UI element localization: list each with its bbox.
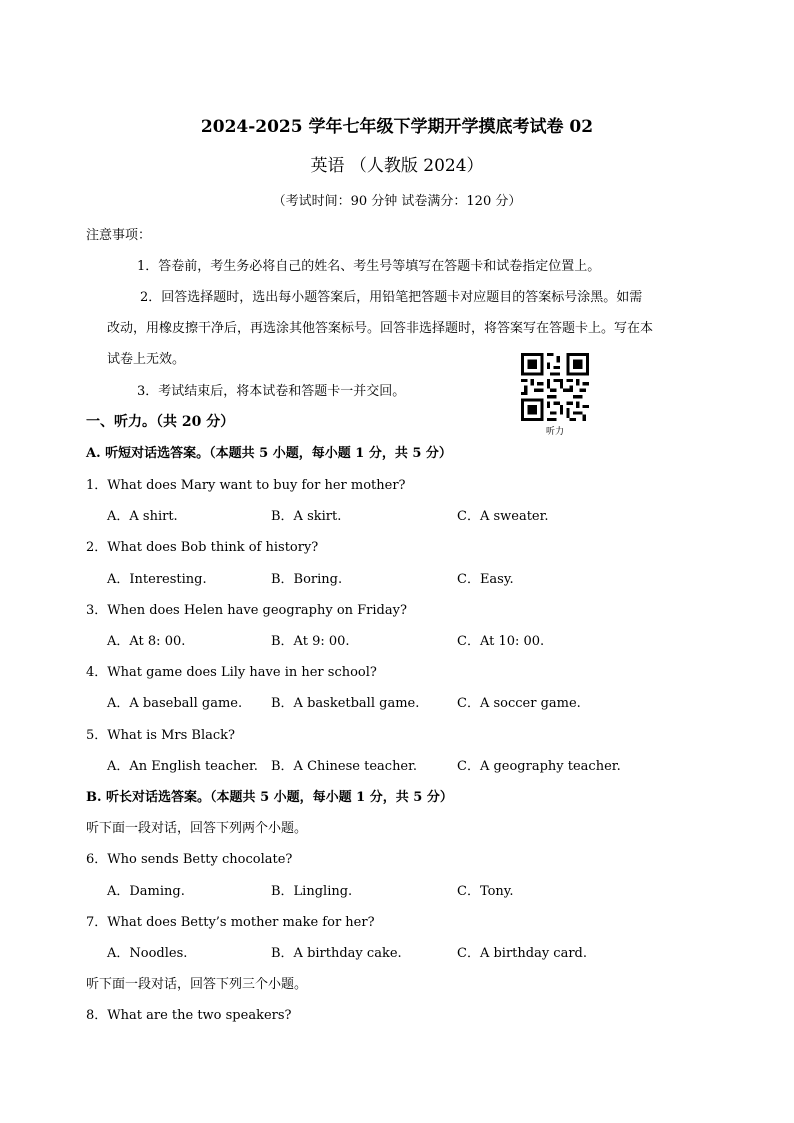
question-stem: 6．Who sends Betty chocolate?: [86, 852, 293, 867]
option-c[interactable]: C．At 10: 00.: [457, 634, 545, 649]
option-b[interactable]: B．A basketball game.: [271, 696, 420, 711]
section-listening-heading: 一、听力。（共 20 分）: [86, 414, 235, 430]
note-item-1: 1．答卷前，考生务必将自己的姓名、考生号等填写在答题卡和试卷指定位置上。: [137, 259, 601, 274]
option-a[interactable]: A．Daming.: [107, 884, 185, 899]
note-item-2-line3: 试卷上无效。: [107, 352, 186, 367]
option-a[interactable]: A．Interesting.: [107, 572, 207, 587]
exam-info: （考试时间：90 分钟 试卷满分：120 分）: [272, 194, 522, 209]
question-stem: 1．What does Mary want to buy for her mother?: [86, 478, 406, 493]
option-c[interactable]: C．A soccer game.: [457, 696, 581, 711]
option-a[interactable]: A．Noodles.: [107, 946, 188, 961]
part-a-heading: A. 听短对话选答案。（本题共 5 小题，每小题 1 分，共 5 分）: [86, 446, 452, 461]
option-c[interactable]: C．Easy.: [457, 572, 514, 587]
question-stem: 7．What does Betty’s mother make for her?: [86, 915, 375, 930]
dialogue-instruction: 听下面一段对话，回答下列三个小题。: [86, 977, 308, 992]
exam-subtitle: 英语 （人教版 2024）: [310, 156, 484, 176]
question-stem: 5．What is Mrs Black?: [86, 728, 235, 743]
qr-code-icon[interactable]: [521, 353, 589, 421]
option-c[interactable]: C．Tony.: [457, 884, 514, 899]
option-c[interactable]: C．A birthday card.: [457, 946, 588, 961]
question-stem: 8．What are the two speakers?: [86, 1008, 292, 1023]
option-c[interactable]: C．A sweater.: [457, 509, 549, 524]
part-b-heading: B. 听长对话选答案。（本题共 5 小题，每小题 1 分，共 5 分）: [86, 790, 453, 805]
option-b[interactable]: B．A skirt.: [271, 509, 342, 524]
option-a[interactable]: A．A shirt.: [107, 509, 178, 524]
note-item-2-line2: 改动，用橡皮擦干净后，再选涂其他答案标号。回答非选择题时，将答案写在答题卡上。写在本: [107, 321, 654, 336]
option-a[interactable]: A．At 8: 00.: [107, 634, 186, 649]
option-a[interactable]: A．A baseball game.: [107, 696, 243, 711]
option-c[interactable]: C．A geography teacher.: [457, 759, 621, 774]
note-item-3: 3．考试结束后，将本试卷和答题卡一并交回。: [137, 384, 406, 399]
note-item-2-line1: 2．回答选择题时，选出每小题答案后，用铅笔把答题卡对应题目的答案标号涂黑。如需: [140, 290, 643, 305]
option-a[interactable]: A．An English teacher.: [107, 759, 258, 774]
option-b[interactable]: B．A birthday cake.: [271, 946, 402, 961]
question-stem: 2．What does Bob think of history?: [86, 540, 319, 555]
option-b[interactable]: B．At 9: 00.: [271, 634, 350, 649]
qr-label: 听力: [545, 427, 564, 437]
exam-title: 2024-2025 学年七年级下学期开学摸底考试卷 02: [200, 117, 594, 137]
option-b[interactable]: B．Lingling.: [271, 884, 353, 899]
dialogue-instruction: 听下面一段对话，回答下列两个小题。: [86, 821, 308, 836]
question-stem: 3．When does Helen have geography on Friday?: [86, 603, 407, 618]
option-b[interactable]: B．A Chinese teacher.: [271, 759, 418, 774]
question-stem: 4．What game does Lily have in her school?: [86, 665, 377, 680]
option-b[interactable]: B．Boring.: [271, 572, 343, 587]
notes-heading: 注意事项：: [86, 228, 152, 243]
